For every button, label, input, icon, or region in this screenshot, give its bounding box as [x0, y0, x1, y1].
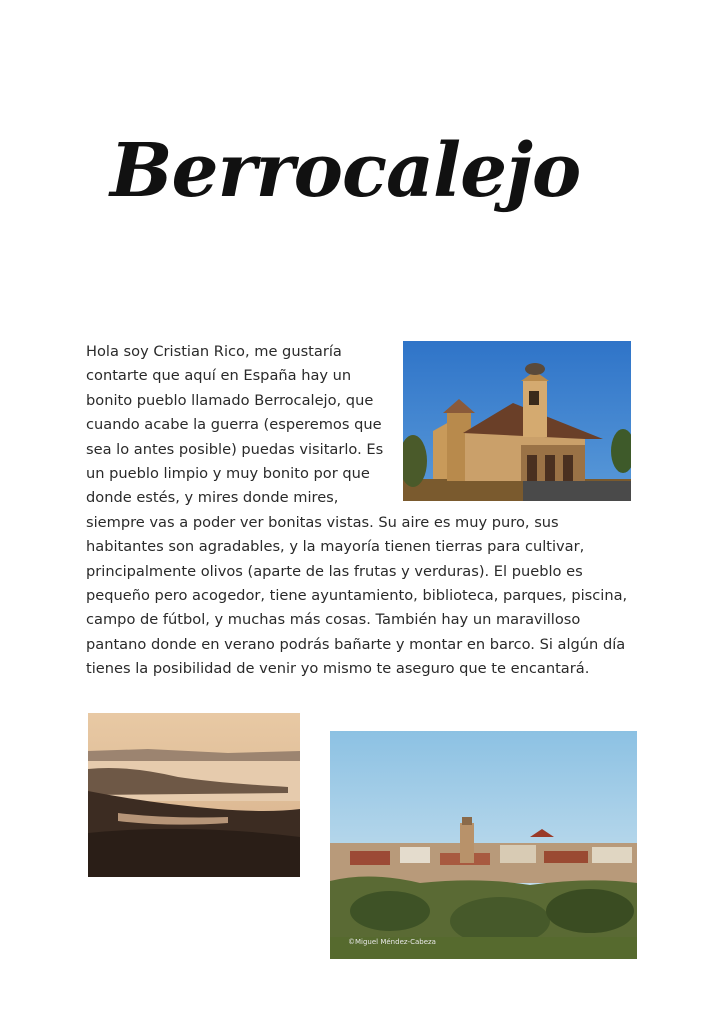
church-photo	[403, 341, 631, 501]
photo-credit: ©Miguel Méndez-Cabeza	[348, 938, 436, 946]
intro-section	[86, 340, 631, 682]
village-view-photo	[330, 731, 637, 959]
intro-paragraph: Hola soy Cristian Rico, me gustaría contarte que aquí en España hay un bonito pueblo llamado Berrocalejo, que cuando acabe la guerra (esperemos que sea lo antes posible) puedas visitarlo. Es un pueblo limpio y muy bonito por que donde estés, y mires donde mires, siempre vas a poder ver bonitas vistas. Su aire es muy puro, sus habitantes son agradables, y la mayoría tienen tierras para cultivar, principalmente olivos (aparte de las frutas y verduras). El pueblo es pequeño pero acogedor, tiene ayuntamiento, biblioteca, parques, piscina, campo de fútbol, y muchas más cosas. También hay un maravilloso pantano donde en verano podrás bañarte y montar en barco. Si algún día tienes la posibilidad de venir yo mismo te aseguro que te encantará.	[86, 343, 628, 678]
reservoir-sunset-photo	[88, 713, 300, 877]
page-title: Berrocalejo	[110, 128, 581, 214]
